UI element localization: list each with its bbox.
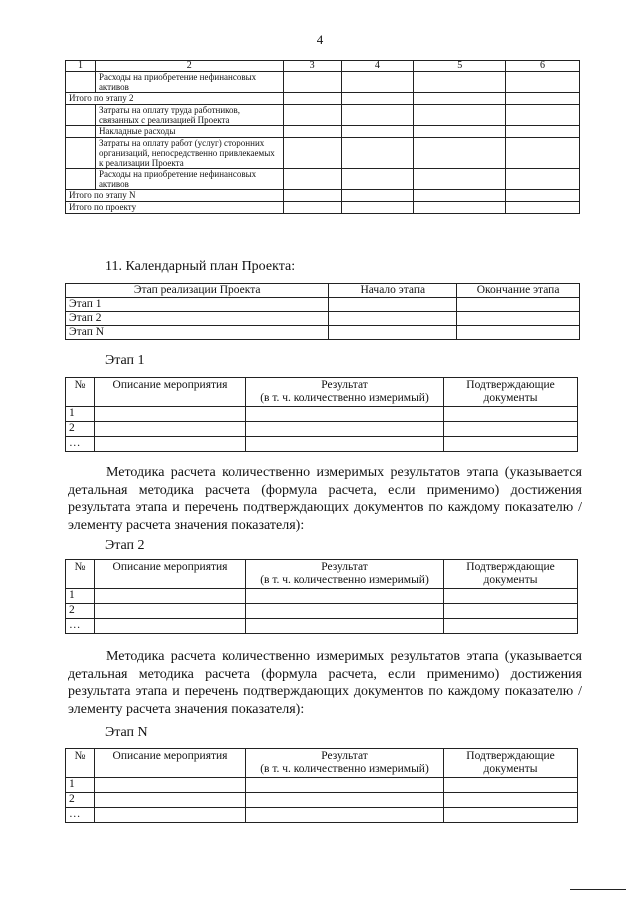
budget-cell — [283, 72, 341, 93]
page-number: 4 — [316, 32, 324, 47]
budget-cell — [414, 169, 506, 190]
budget-header-cell: 6 — [506, 61, 580, 72]
stage-cell — [246, 793, 444, 808]
signature-line — [570, 889, 626, 890]
stage-header-desc: Описание мероприятия — [95, 378, 246, 407]
calendar-row — [66, 326, 580, 340]
budget-cell — [283, 190, 341, 202]
stage-row-num: 2 — [66, 422, 95, 437]
stage-cell — [95, 793, 246, 808]
budget-cell — [66, 72, 96, 93]
budget-row — [66, 169, 580, 190]
budget-table — [65, 60, 580, 214]
stage-cell — [246, 437, 444, 452]
budget-total-row — [66, 93, 580, 105]
calendar-cell — [457, 312, 580, 326]
calendar-header-start: Начало этапа — [329, 284, 457, 298]
docs-line-1: Подтверждающие — [466, 379, 555, 391]
budget-cell — [283, 169, 341, 190]
budget-cell — [506, 72, 580, 93]
stage-cell — [95, 407, 246, 422]
stage-title: Этап 2 — [105, 538, 145, 553]
stage-cell — [444, 407, 578, 422]
stage-cell — [246, 778, 444, 793]
budget-header-row — [66, 61, 580, 72]
stage-header-result — [246, 560, 444, 589]
budget-cell — [414, 72, 506, 93]
budget-cell — [341, 105, 414, 126]
budget-cell — [506, 105, 580, 126]
budget-item-label: Затраты на оплату труда работников, связанных с реализацией Проекта — [95, 105, 283, 126]
budget-cell — [506, 202, 580, 214]
stage-title: Этап N — [105, 725, 148, 740]
budget-cell — [414, 126, 506, 138]
budget-cell — [341, 93, 414, 105]
stage-row-num: 2 — [66, 793, 95, 808]
calendar-plan-table — [65, 283, 580, 340]
calendar-header-end: Окончание этапа — [457, 284, 580, 298]
budget-cell — [341, 190, 414, 202]
stage-cell — [95, 589, 246, 604]
calendar-stage-label: Этап 1 — [66, 298, 329, 312]
stage-cell — [95, 808, 246, 823]
docs-line-2: документы — [483, 392, 538, 404]
stage-row — [66, 619, 578, 634]
budget-row — [66, 126, 580, 138]
calendar-header-row — [66, 284, 580, 298]
methodology-paragraph: Методика расчета количественно измеримых результатов этапа (указывается детальная методика расчета (формула расчета, если применимо) достижения результата этапа и перечень подтверждающих документов по каждому показателю / элементу расчета значения показателя): — [68, 649, 582, 717]
budget-header-cell: 2 — [95, 61, 283, 72]
stage-row — [66, 808, 578, 823]
budget-header-cell: 3 — [283, 61, 341, 72]
stage-header-row — [66, 749, 578, 778]
calendar-stage-label: Этап 2 — [66, 312, 329, 326]
stage-cell — [444, 604, 578, 619]
stage-cell — [444, 808, 578, 823]
stage-row-num: … — [66, 437, 95, 452]
methodology-paragraph: Методика расчета количественно измеримых результатов этапа (указывается детальная методика расчета (формула расчета, если применимо) достижения результата этапа и перечень подтверждающих документов по каждому показателю / элементу расчета значения показателя): — [68, 465, 582, 533]
budget-cell — [66, 138, 96, 169]
stage-cell — [444, 422, 578, 437]
stage-header-row — [66, 560, 578, 589]
stage-title: Этап 1 — [105, 353, 145, 368]
result-line-2: (в т. ч. количественно измеримый) — [260, 392, 429, 404]
budget-row — [66, 72, 580, 93]
budget-total-label: Итого по этапу 2 — [66, 93, 284, 105]
stage-cell — [246, 422, 444, 437]
budget-cell — [506, 93, 580, 105]
result-line-2: (в т. ч. количественно измеримый) — [260, 763, 429, 775]
docs-line-1: Подтверждающие — [466, 750, 555, 762]
budget-item-label: Расходы на приобретение нефинансовых активов — [95, 169, 283, 190]
budget-cell — [414, 202, 506, 214]
stage-cell — [95, 604, 246, 619]
budget-cell — [414, 105, 506, 126]
budget-cell — [283, 126, 341, 138]
stage-row — [66, 604, 578, 619]
stage-row — [66, 589, 578, 604]
stage-cell — [246, 619, 444, 634]
docs-line-2: документы — [483, 574, 538, 586]
budget-item-label: Затраты на оплату работ (услуг) сторонних организаций, непосредственно привлекаемых к реализации Проекта — [95, 138, 283, 169]
budget-header-cell: 5 — [414, 61, 506, 72]
stage-header-docs — [444, 560, 578, 589]
result-line-2: (в т. ч. количественно измеримый) — [260, 574, 429, 586]
stage-row-num: … — [66, 619, 95, 634]
stage-row-num: 1 — [66, 407, 95, 422]
budget-cell — [283, 105, 341, 126]
stage-row — [66, 437, 578, 452]
budget-cell — [341, 202, 414, 214]
calendar-cell — [329, 312, 457, 326]
stage-header-docs — [444, 378, 578, 407]
result-line-1: Результат — [321, 750, 368, 762]
stage-header-docs — [444, 749, 578, 778]
calendar-cell — [457, 298, 580, 312]
stage-row — [66, 793, 578, 808]
calendar-header-stage: Этап реализации Проекта — [66, 284, 329, 298]
budget-cell — [283, 202, 341, 214]
budget-total-label: Итого по проекту — [66, 202, 284, 214]
budget-item-label: Накладные расходы — [95, 126, 283, 138]
budget-cell — [341, 126, 414, 138]
stage-row-num: … — [66, 808, 95, 823]
budget-cell — [414, 190, 506, 202]
budget-row — [66, 138, 580, 169]
stage-cell — [246, 589, 444, 604]
stage-row — [66, 778, 578, 793]
result-line-1: Результат — [321, 561, 368, 573]
budget-cell — [341, 72, 414, 93]
calendar-row — [66, 298, 580, 312]
stage-cell — [444, 778, 578, 793]
stage-cell — [95, 778, 246, 793]
budget-cell — [341, 138, 414, 169]
budget-total-label: Итого по этапу N — [66, 190, 284, 202]
stage-cell — [95, 422, 246, 437]
budget-cell — [283, 138, 341, 169]
budget-cell — [506, 190, 580, 202]
stage-cell — [246, 604, 444, 619]
stage-row — [66, 422, 578, 437]
stage-table — [65, 748, 578, 823]
budget-cell — [66, 169, 96, 190]
stage-header-num: № — [66, 560, 95, 589]
calendar-cell — [329, 298, 457, 312]
stage-cell — [444, 589, 578, 604]
calendar-plan-heading: 11. Календарный план Проекта: — [105, 259, 296, 274]
calendar-row — [66, 312, 580, 326]
budget-cell — [414, 138, 506, 169]
stage-header-desc: Описание мероприятия — [95, 560, 246, 589]
stage-table — [65, 377, 578, 452]
docs-line-1: Подтверждающие — [466, 561, 555, 573]
stage-header-num: № — [66, 749, 95, 778]
stage-header-row — [66, 378, 578, 407]
budget-cell — [506, 169, 580, 190]
stage-cell — [246, 407, 444, 422]
stage-header-num: № — [66, 378, 95, 407]
calendar-cell — [329, 326, 457, 340]
calendar-cell — [457, 326, 580, 340]
stage-row-num: 1 — [66, 778, 95, 793]
budget-cell — [283, 93, 341, 105]
stage-row-num: 1 — [66, 589, 95, 604]
stage-header-result — [246, 378, 444, 407]
budget-item-label: Расходы на приобретение нефинансовых активов — [95, 72, 283, 93]
budget-total-row — [66, 202, 580, 214]
budget-cell — [506, 138, 580, 169]
budget-cell — [414, 93, 506, 105]
stage-cell — [444, 793, 578, 808]
stage-cell — [246, 808, 444, 823]
budget-cell — [66, 126, 96, 138]
docs-line-2: документы — [483, 763, 538, 775]
budget-cell — [341, 169, 414, 190]
stage-cell — [444, 619, 578, 634]
stage-cell — [95, 619, 246, 634]
result-line-1: Результат — [321, 379, 368, 391]
budget-row — [66, 105, 580, 126]
budget-header-cell: 4 — [341, 61, 414, 72]
budget-cell — [506, 126, 580, 138]
stage-header-desc: Описание мероприятия — [95, 749, 246, 778]
calendar-stage-label: Этап N — [66, 326, 329, 340]
budget-cell — [66, 105, 96, 126]
stage-cell — [444, 437, 578, 452]
stage-row-num: 2 — [66, 604, 95, 619]
stage-header-result — [246, 749, 444, 778]
budget-total-row — [66, 190, 580, 202]
budget-header-cell: 1 — [66, 61, 96, 72]
stage-cell — [95, 437, 246, 452]
stage-table — [65, 559, 578, 634]
stage-row — [66, 407, 578, 422]
